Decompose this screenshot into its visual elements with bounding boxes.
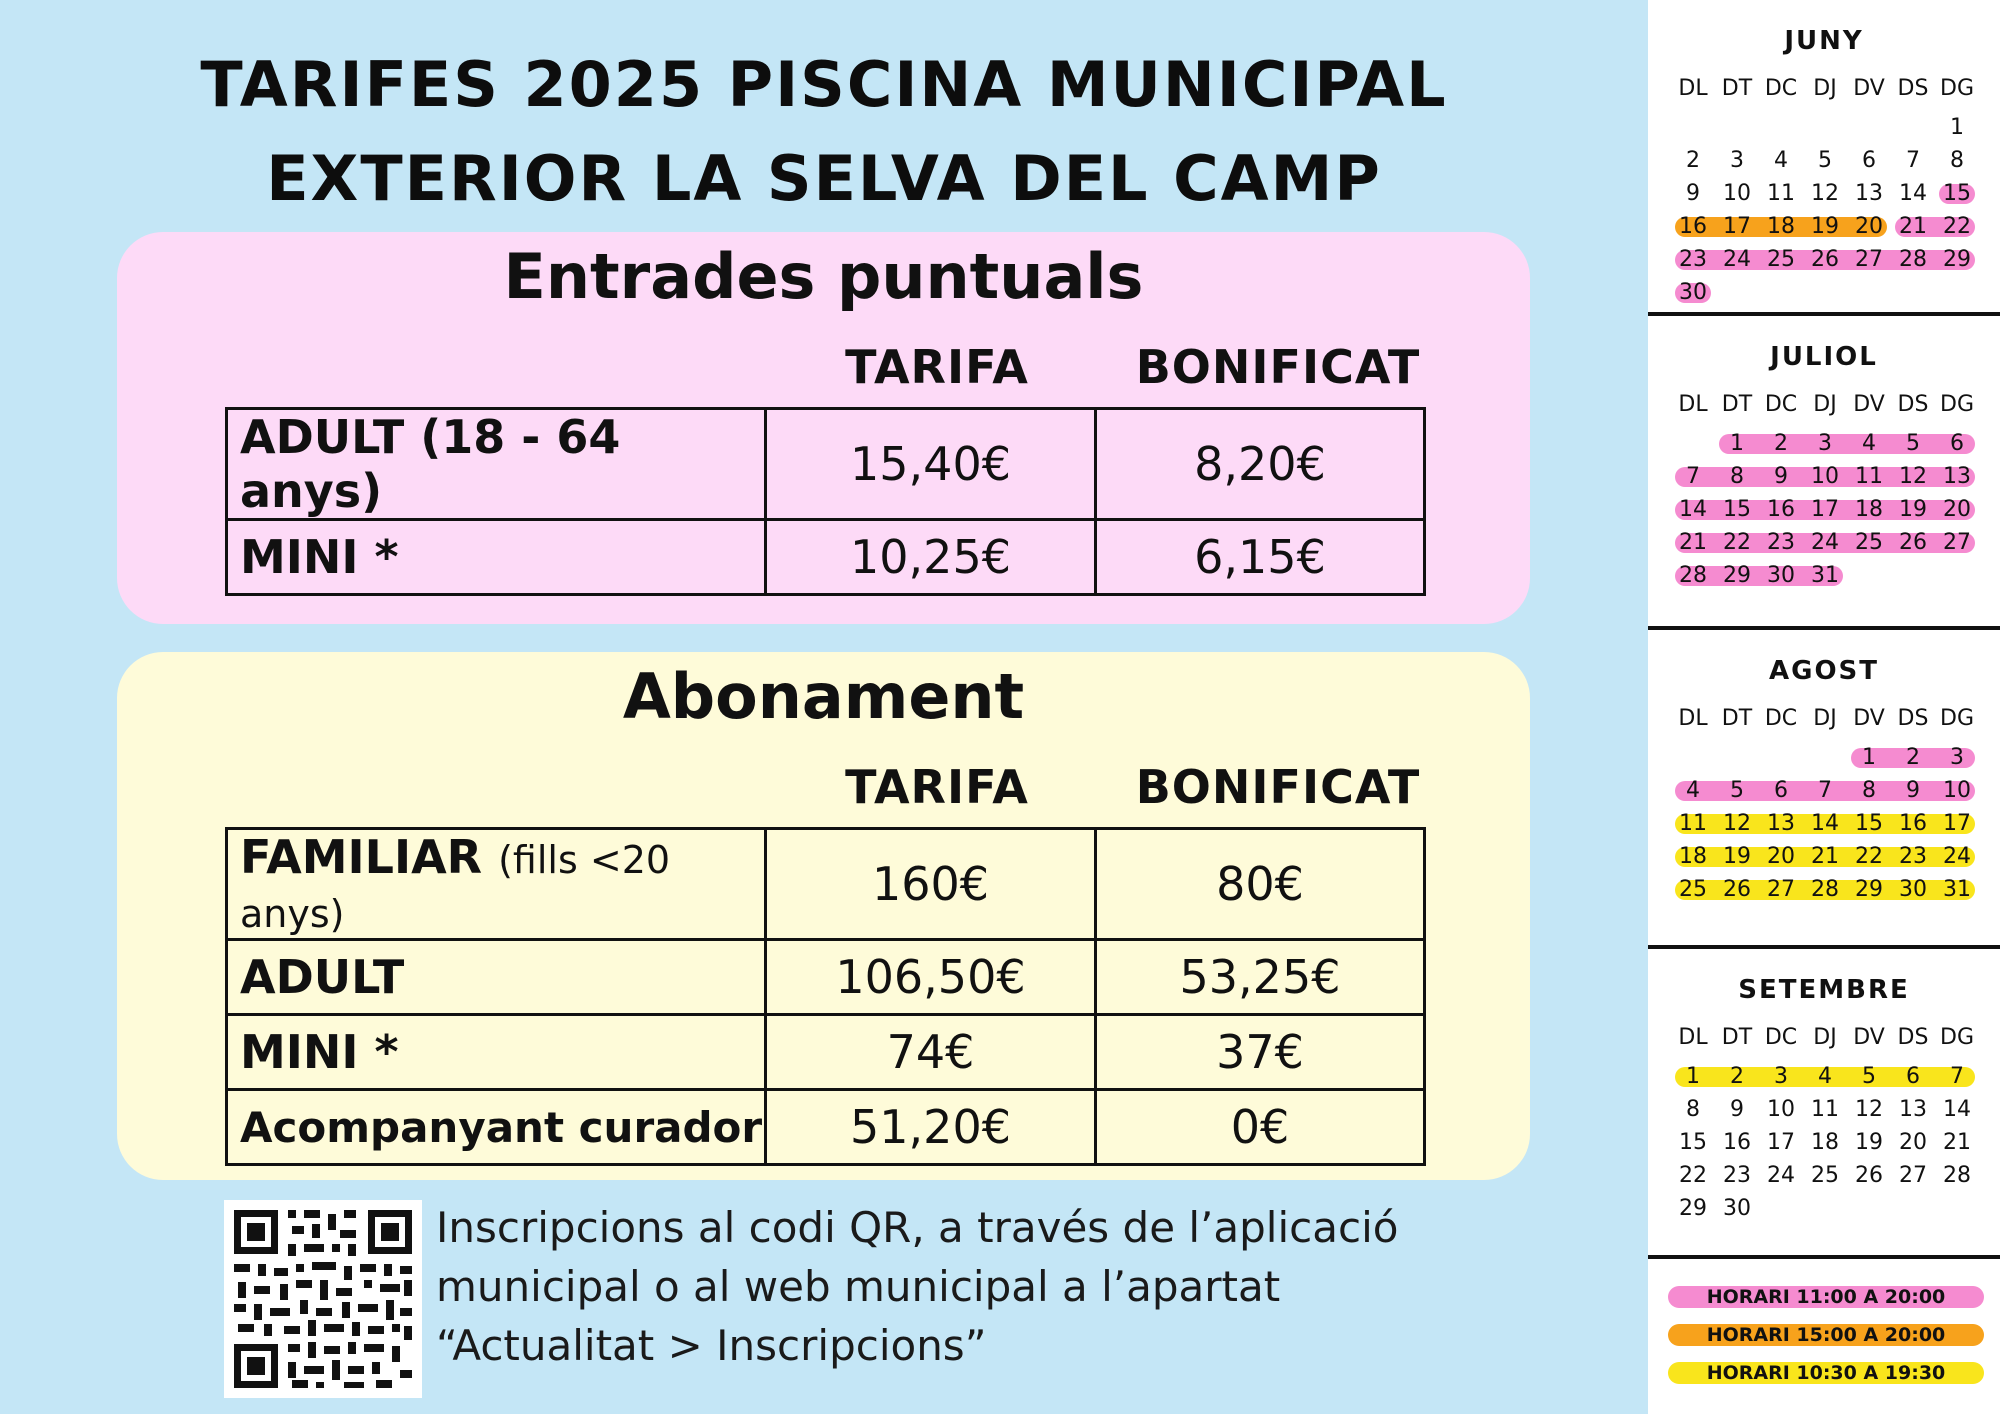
calendar-day: 25 (1767, 247, 1795, 272)
calendar-day: 15 (1943, 181, 1971, 206)
entrades-col-tarifa: TARIFA (845, 340, 1029, 394)
entrades-table (225, 407, 1426, 596)
calendar-day: 20 (1899, 1130, 1927, 1155)
calendar-day: 3 (1950, 745, 1964, 770)
calendar-day: 8 (1862, 778, 1876, 803)
calendar-day: 16 (1723, 1130, 1751, 1155)
qr-code[interactable] (224, 1200, 422, 1398)
calendar-day: 26 (1723, 877, 1751, 902)
calendar-day: 12 (1811, 181, 1839, 206)
calendar-day: 30 (1723, 1196, 1751, 1221)
calendar-day: 4 (1774, 148, 1788, 173)
calendar-day: 20 (1943, 497, 1971, 522)
calendar-day: 4 (1818, 1064, 1832, 1089)
month-name: SETEMBRE (1738, 975, 1910, 1005)
weekday-header: DG (1940, 1025, 1974, 1050)
row-label (227, 829, 766, 940)
page-title-line2: EXTERIOR LA SELVA DEL CAMP (266, 142, 1382, 215)
weekday-header: DG (1940, 706, 1974, 731)
calendar-day: 22 (1943, 214, 1971, 239)
calendar-day: 2 (1906, 745, 1920, 770)
weekday-header: DL (1678, 706, 1708, 731)
calendar-day: 21 (1899, 214, 1927, 239)
calendar-day: 11 (1855, 464, 1883, 489)
calendar-day: 22 (1723, 530, 1751, 555)
calendar-day: 23 (1899, 844, 1927, 869)
weekday-header: DS (1897, 1025, 1929, 1050)
bonificat-value: 53,25€ (1096, 940, 1425, 1015)
calendar-day: 7 (1686, 464, 1700, 489)
calendar-day: 20 (1767, 844, 1795, 869)
calendar-day: 1 (1950, 115, 1964, 140)
tarifa-value: 10,25€ (766, 520, 1096, 595)
calendar-day: 19 (1899, 497, 1927, 522)
weekday-header: DC (1764, 392, 1798, 417)
calendar-day: 15 (1723, 497, 1751, 522)
calendar-day: 25 (1679, 877, 1707, 902)
calendar-day: 4 (1686, 778, 1700, 803)
calendar-day: 1 (1862, 745, 1876, 770)
calendar-day: 18 (1811, 1130, 1839, 1155)
calendar-day: 5 (1906, 431, 1920, 456)
calendar-day: 7 (1950, 1064, 1964, 1089)
calendar-day: 15 (1855, 811, 1883, 836)
calendar-day: 13 (1943, 464, 1971, 489)
bonificat-value: 80€ (1096, 829, 1425, 940)
weekday-header: DC (1764, 1025, 1798, 1050)
weekday-header: DT (1721, 706, 1753, 731)
weekday-header: DG (1940, 392, 1974, 417)
calendar-day: 6 (1862, 148, 1876, 173)
calendar-day: 3 (1774, 1064, 1788, 1089)
calendar-day: 9 (1686, 181, 1700, 206)
calendar-day: 1 (1686, 1064, 1700, 1089)
calendar-day: 1 (1730, 431, 1744, 456)
calendar-day: 7 (1818, 778, 1832, 803)
weekday-header: DV (1853, 76, 1885, 101)
calendar-day: 29 (1943, 247, 1971, 272)
inscripcions-info (436, 1198, 1596, 1375)
calendar-day: 27 (1899, 1163, 1927, 1188)
calendar-day: 28 (1679, 563, 1707, 588)
calendar-day: 29 (1679, 1196, 1707, 1221)
calendar-day: 14 (1899, 181, 1927, 206)
weekday-header: DL (1678, 392, 1708, 417)
calendar-day: 23 (1767, 530, 1795, 555)
calendar-day: 6 (1950, 431, 1964, 456)
calendar-day: 27 (1943, 530, 1971, 555)
weekday-header: DL (1678, 76, 1708, 101)
calendar-day: 27 (1767, 877, 1795, 902)
entrades-title: Entrades puntuals (503, 240, 1144, 313)
calendar-day: 5 (1818, 148, 1832, 173)
weekday-header: DV (1853, 706, 1885, 731)
bonificat-value: 37€ (1096, 1015, 1425, 1090)
calendar-day: 14 (1811, 811, 1839, 836)
weekday-header: DC (1764, 76, 1798, 101)
divider (1648, 312, 2000, 316)
calendar-day: 24 (1767, 1163, 1795, 1188)
calendar-day: 26 (1855, 1163, 1883, 1188)
calendar-day: 21 (1811, 844, 1839, 869)
weekday-header: DS (1897, 392, 1929, 417)
calendar-day: 28 (1943, 1163, 1971, 1188)
calendar-day: 14 (1679, 497, 1707, 522)
calendar-day: 2 (1686, 148, 1700, 173)
calendar-day: 23 (1723, 1163, 1751, 1188)
abonament-col-bonificat: BONIFICAT (1135, 760, 1421, 814)
calendar-day: 17 (1767, 1130, 1795, 1155)
info-line: Inscripcions al codi QR, a través de l’aplicació (436, 1203, 1399, 1252)
calendar-day: 23 (1679, 247, 1707, 272)
table-row (227, 520, 1425, 595)
tarifa-value: 51,20€ (766, 1090, 1096, 1165)
calendar-day: 13 (1855, 181, 1883, 206)
weekday-header: DG (1940, 76, 1974, 101)
calendar-day: 17 (1723, 214, 1751, 239)
calendar-day: 5 (1862, 1064, 1876, 1089)
tarifa-value: 74€ (766, 1015, 1096, 1090)
weekday-header: DT (1721, 76, 1753, 101)
calendar-day: 8 (1730, 464, 1744, 489)
calendar-day: 31 (1943, 877, 1971, 902)
calendar-day: 3 (1818, 431, 1832, 456)
weekday-header: DT (1721, 392, 1753, 417)
table-row (227, 940, 1425, 1015)
table-row (227, 829, 1425, 940)
calendar-day: 27 (1855, 247, 1883, 272)
calendar-day: 18 (1679, 844, 1707, 869)
weekday-header: DL (1678, 1025, 1708, 1050)
page-title-line1: TARIFES 2025 PISCINA MUNICIPAL (200, 48, 1448, 121)
entrades-panel (117, 232, 1530, 624)
calendar-day: 17 (1943, 811, 1971, 836)
calendar-day: 21 (1943, 1130, 1971, 1155)
weekday-header: DJ (1813, 1025, 1837, 1050)
calendar-day: 2 (1730, 1064, 1744, 1089)
calendar-day: 13 (1767, 811, 1795, 836)
tarifa-value: 106,50€ (766, 940, 1096, 1015)
calendar-day: 5 (1730, 778, 1744, 803)
bonificat-value: 6,15€ (1096, 520, 1425, 595)
calendar-day: 21 (1679, 530, 1707, 555)
calendar-day: 18 (1767, 214, 1795, 239)
calendar-day: 17 (1811, 497, 1839, 522)
calendar-day: 24 (1943, 844, 1971, 869)
calendar-day: 30 (1679, 280, 1707, 305)
row-label-main: FAMILIAR (240, 830, 483, 884)
row-label: MINI * (227, 1015, 766, 1090)
qr-code-graphic (224, 1200, 422, 1398)
weekday-header: DC (1764, 706, 1798, 731)
divider (1648, 626, 2000, 630)
calendar-day: 19 (1811, 214, 1839, 239)
calendar-day: 16 (1899, 811, 1927, 836)
abonament-title: Abonament (622, 660, 1025, 733)
calendar-day: 11 (1679, 811, 1707, 836)
calendar-day: 22 (1855, 844, 1883, 869)
calendar-day: 2 (1774, 431, 1788, 456)
calendar-day: 18 (1855, 497, 1883, 522)
calendar-sidebar (1648, 0, 2000, 1414)
calendar-day: 29 (1723, 563, 1751, 588)
horari-legend: HORARI 11:00 A 20:00 (1668, 1286, 1984, 1308)
calendar-day: 16 (1767, 497, 1795, 522)
month-name: JUNY (1784, 26, 1864, 56)
weekday-header: DJ (1813, 392, 1837, 417)
row-label: MINI * (227, 520, 766, 595)
calendar-day: 14 (1943, 1097, 1971, 1122)
calendar-day: 19 (1855, 1130, 1883, 1155)
calendar-day: 31 (1811, 563, 1839, 588)
calendar-day: 7 (1906, 148, 1920, 173)
calendar-day: 6 (1774, 778, 1788, 803)
calendar-day: 22 (1679, 1163, 1707, 1188)
calendar-day: 12 (1855, 1097, 1883, 1122)
calendar-day: 4 (1862, 431, 1876, 456)
calendar-day: 11 (1767, 181, 1795, 206)
calendar-day: 8 (1686, 1097, 1700, 1122)
divider (1648, 1255, 2000, 1259)
calendar-day: 9 (1730, 1097, 1744, 1122)
calendar-day: 10 (1943, 778, 1971, 803)
weekday-header: DS (1897, 706, 1929, 731)
row-label: ADULT (18 - 64 anys) (227, 409, 766, 520)
weekday-header: DV (1853, 1025, 1885, 1050)
calendar-day: 6 (1906, 1064, 1920, 1089)
month-name: AGOST (1768, 656, 1880, 686)
table-row (227, 1015, 1425, 1090)
calendar-day: 28 (1811, 877, 1839, 902)
abonament-panel (117, 652, 1530, 1180)
calendar-day: 25 (1855, 530, 1883, 555)
calendar-day: 12 (1899, 464, 1927, 489)
abonament-col-tarifa: TARIFA (845, 760, 1029, 814)
horari-legend: HORARI 10:30 A 19:30 (1668, 1362, 1984, 1384)
calendar-day: 26 (1811, 247, 1839, 272)
table-row (227, 1090, 1425, 1165)
calendar-day: 19 (1723, 844, 1751, 869)
bonificat-value: 0€ (1096, 1090, 1425, 1165)
divider (1648, 945, 2000, 949)
calendar-day: 8 (1950, 148, 1964, 173)
tarifa-value: 160€ (766, 829, 1096, 940)
calendar-day: 24 (1723, 247, 1751, 272)
calendar-day: 20 (1855, 214, 1883, 239)
bonificat-value: 8,20€ (1096, 409, 1425, 520)
calendar-day: 10 (1811, 464, 1839, 489)
calendar-day: 28 (1899, 247, 1927, 272)
calendar-day: 13 (1899, 1097, 1927, 1122)
weekday-header: DV (1853, 392, 1885, 417)
calendar-day: 29 (1855, 877, 1883, 902)
row-label: Acompanyant curador (227, 1090, 766, 1165)
calendar-day: 26 (1899, 530, 1927, 555)
weekday-header: DS (1897, 76, 1929, 101)
weekday-header: DT (1721, 1025, 1753, 1050)
tarifa-value: 15,40€ (766, 409, 1096, 520)
calendar-day: 30 (1767, 563, 1795, 588)
calendar-day: 16 (1679, 214, 1707, 239)
calendar-day: 30 (1899, 877, 1927, 902)
calendar-day: 25 (1811, 1163, 1839, 1188)
row-label-sub: (fills <20 anys) (240, 838, 671, 936)
calendar-day: 15 (1679, 1130, 1707, 1155)
calendar-day: 9 (1774, 464, 1788, 489)
row-label: ADULT (227, 940, 766, 1015)
table-row (227, 409, 1425, 520)
month-name: JULIOL (1770, 342, 1878, 372)
calendar-day: 11 (1811, 1097, 1839, 1122)
calendar-day: 12 (1723, 811, 1751, 836)
weekday-header: DJ (1813, 706, 1837, 731)
calendar-day: 10 (1767, 1097, 1795, 1122)
info-line: municipal o al web municipal a l’apartat (436, 1262, 1281, 1311)
entrades-col-bonificat: BONIFICAT (1135, 340, 1421, 394)
info-line: “Actualitat > Inscripcions” (436, 1321, 987, 1370)
calendar-day: 9 (1906, 778, 1920, 803)
horari-legend: HORARI 15:00 A 20:00 (1668, 1324, 1984, 1346)
calendar-day: 24 (1811, 530, 1839, 555)
calendar-day: 10 (1723, 181, 1751, 206)
weekday-header: DJ (1813, 76, 1837, 101)
calendar-day: 3 (1730, 148, 1744, 173)
abonament-table (225, 827, 1426, 1166)
